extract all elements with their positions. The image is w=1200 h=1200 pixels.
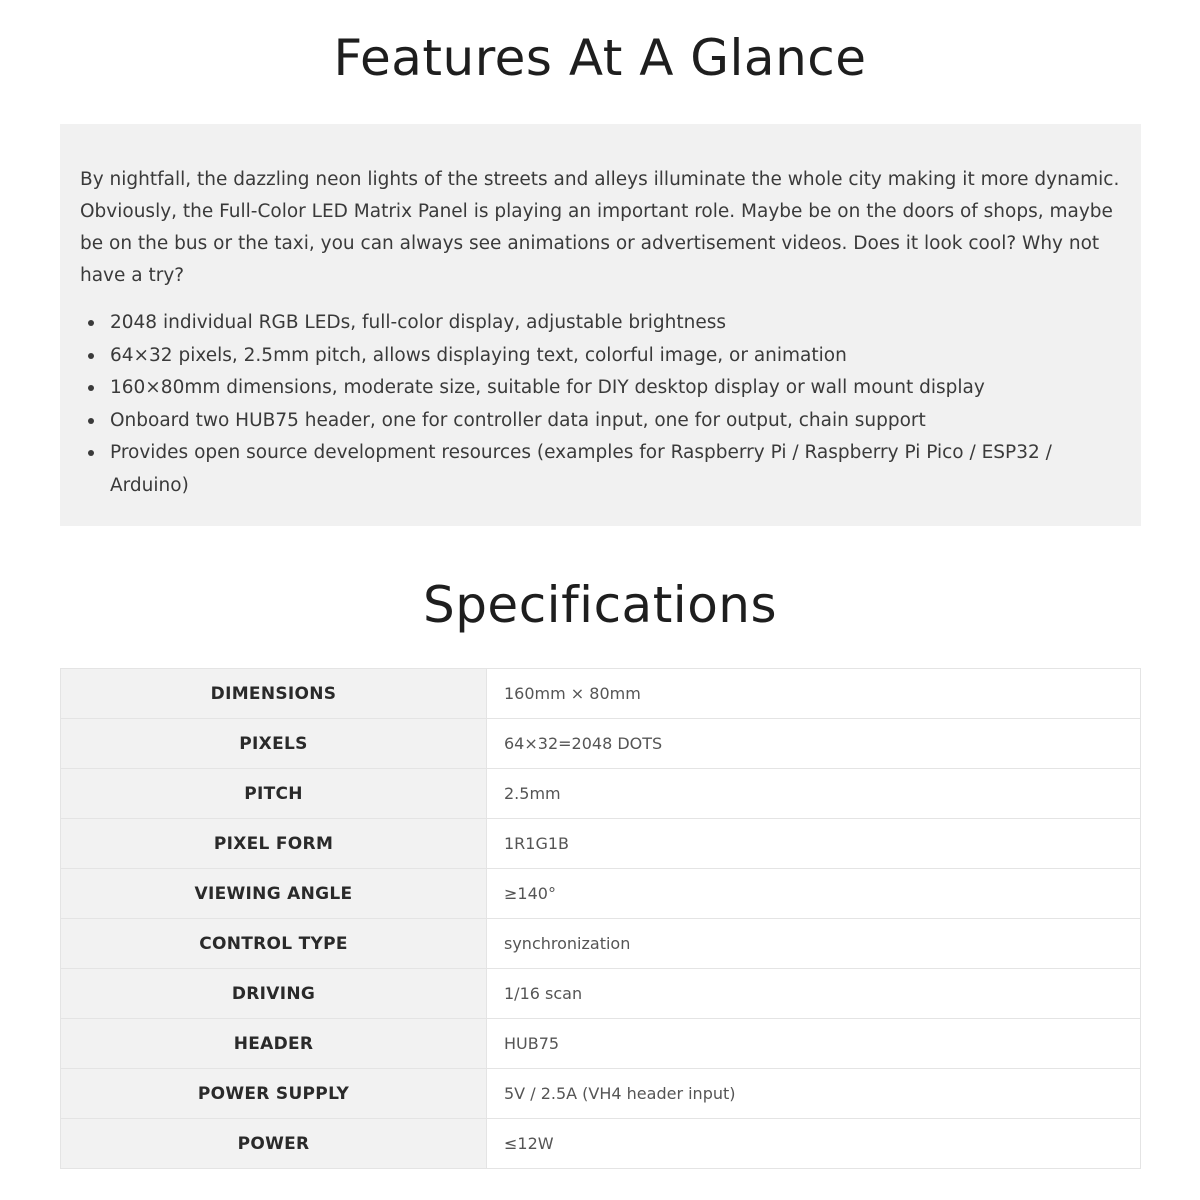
feature-list bbox=[80, 307, 1121, 502]
spec-label: PIXEL FORM bbox=[61, 819, 487, 869]
spec-label: DRIVING bbox=[61, 969, 487, 1019]
spec-value: 2.5mm bbox=[487, 769, 1141, 819]
feature-item bbox=[110, 437, 1121, 502]
specifications-title: Specifications bbox=[422, 576, 778, 634]
spec-value: 5V / 2.5A (VH4 header input) bbox=[487, 1069, 1141, 1119]
specifications-table bbox=[60, 668, 1141, 1169]
table-row bbox=[61, 1119, 1141, 1169]
feature-text: 2048 individual RGB LEDs, full-color display, adjustable brightness bbox=[110, 312, 727, 333]
spec-value: 160mm × 80mm bbox=[487, 669, 1141, 719]
spec-label: PIXELS bbox=[61, 719, 487, 769]
intro-paragraph: By nightfall, the dazzling neon lights of the streets and alleys illuminate the whole city making it more dynamic. Obviously, the Full-Color LED Matrix Panel is playing an important role. Maybe be on the doors of shops, maybe be on the bus or the taxi, you can always see animations or advertisement videos. Does it look cool? Why not have a try? bbox=[80, 169, 1120, 286]
feature-text: 64×32 pixels, 2.5mm pitch, allows displaying text, colorful image, or animation bbox=[110, 344, 847, 366]
table-row bbox=[61, 669, 1141, 719]
table-row bbox=[61, 769, 1141, 819]
table-row bbox=[61, 969, 1141, 1019]
feature-item bbox=[110, 340, 1121, 373]
spec-label: DIMENSIONS bbox=[61, 669, 487, 719]
spec-value: HUB75 bbox=[487, 1019, 1141, 1069]
spec-value: ≥140° bbox=[487, 869, 1141, 919]
spec-label: POWER bbox=[61, 1119, 487, 1169]
spec-value: 64×32=2048 DOTS bbox=[487, 719, 1141, 769]
spec-value: ≤12W bbox=[487, 1119, 1141, 1169]
table-row bbox=[61, 919, 1141, 969]
bullet-icon bbox=[88, 450, 94, 456]
features-panel bbox=[60, 124, 1141, 526]
feature-text: Provides open source development resources (examples for Raspberry Pi / Raspberry Pi Pico / ESP32 / Arduino) bbox=[110, 442, 1052, 496]
spec-label: CONTROL TYPE bbox=[61, 919, 487, 969]
bullet-icon bbox=[88, 385, 94, 391]
table-row bbox=[61, 1019, 1141, 1069]
spec-value: 1/16 scan bbox=[487, 969, 1141, 1019]
spec-label: VIEWING ANGLE bbox=[61, 869, 487, 919]
spec-value: 1R1G1B bbox=[487, 819, 1141, 869]
features-title: Features At A Glance bbox=[333, 29, 867, 87]
bullet-icon bbox=[88, 320, 94, 326]
feature-item bbox=[110, 405, 1121, 438]
table-row bbox=[61, 719, 1141, 769]
bullet-icon bbox=[88, 418, 94, 424]
feature-text: Onboard two HUB75 header, one for controller data input, one for output, chain support bbox=[110, 409, 926, 431]
bullet-icon bbox=[88, 353, 94, 359]
spec-label: POWER SUPPLY bbox=[61, 1069, 487, 1119]
table-row bbox=[61, 819, 1141, 869]
spec-value: synchronization bbox=[487, 919, 1141, 969]
table-row bbox=[61, 869, 1141, 919]
table-row bbox=[61, 1069, 1141, 1119]
feature-text: 160×80mm dimensions, moderate size, suitable for DIY desktop display or wall mount display bbox=[110, 377, 985, 398]
spec-label: PITCH bbox=[61, 769, 487, 819]
feature-item bbox=[110, 372, 1121, 405]
feature-item bbox=[110, 307, 1121, 340]
spec-label: HEADER bbox=[61, 1019, 487, 1069]
